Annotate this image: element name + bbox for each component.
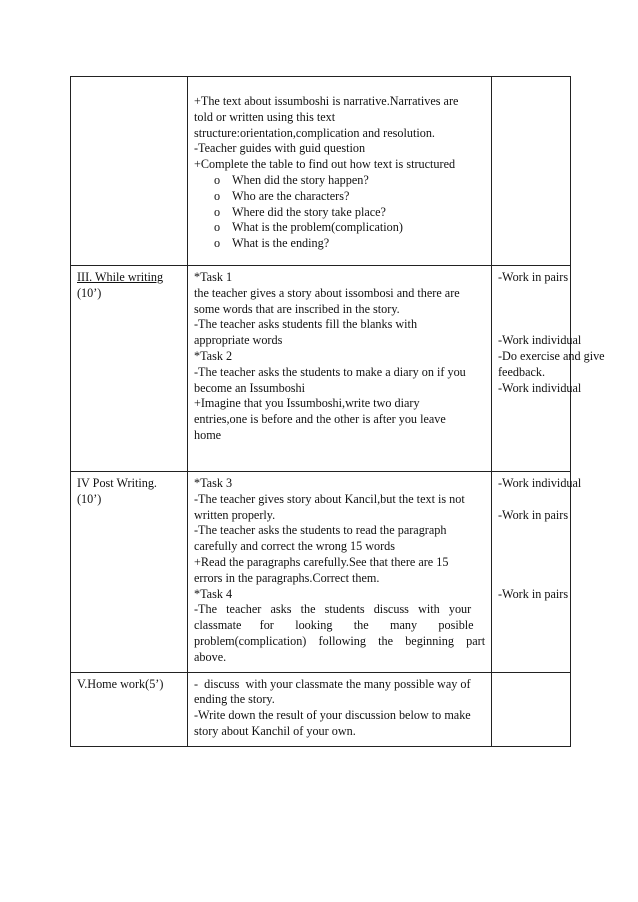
activity-line: classmate for looking the many posible bbox=[194, 618, 474, 633]
table-row bbox=[71, 266, 571, 472]
activity-line: - discuss with your classmate the many possible way of bbox=[194, 676, 471, 691]
activity-line: above. bbox=[194, 649, 227, 664]
activity-line: -The teacher asks the students to read the paragraph bbox=[194, 523, 447, 538]
stage-cell bbox=[71, 672, 188, 746]
table-row bbox=[71, 77, 571, 266]
activity-line: structure:orientation,complication and resolution. bbox=[194, 125, 435, 140]
note-line: -Do exercise and give bbox=[498, 348, 605, 363]
activity-line: *Task 3 bbox=[194, 476, 233, 490]
note-line: -Work individual bbox=[498, 333, 582, 348]
activity-line: become an Issumboshi bbox=[194, 380, 306, 395]
activity-line: +Complete the table to find out how text is structured bbox=[194, 157, 456, 172]
activity-line: entries,one is before and the other is after you leave bbox=[194, 412, 446, 427]
table-row bbox=[71, 472, 571, 673]
activity-line: +The text about issumboshi is narrative.Narratives are bbox=[194, 94, 459, 108]
activity-line: story about Kanchil of your own. bbox=[194, 723, 356, 738]
activity-line: written properly. bbox=[194, 507, 276, 522]
guide-question: o When did the story happen? bbox=[214, 173, 485, 189]
activity-line: home bbox=[194, 427, 222, 442]
activity-line: errors in the paragraphs.Correct them. bbox=[194, 570, 380, 585]
guide-question: o Where did the story take place? bbox=[214, 205, 485, 221]
activity-line: +Read the paragraphs carefully.See that there are 15 bbox=[194, 554, 449, 569]
stage-time: (10’) bbox=[77, 285, 102, 300]
activity-line: -Teacher guides with guid question bbox=[194, 141, 366, 156]
activity-line: -Write down the result of your discussion below to make bbox=[194, 708, 471, 723]
lesson-plan-table bbox=[70, 76, 605, 747]
activity-line: -The teacher gives story about Kancil,but the text is not bbox=[194, 491, 465, 506]
note-line: -Work in pairs bbox=[498, 586, 569, 601]
activity-line: *Task 2 bbox=[194, 348, 233, 363]
notes-cell bbox=[492, 266, 605, 472]
guide-question-list bbox=[194, 173, 485, 252]
note-line: -Work in pairs bbox=[498, 507, 569, 522]
guide-question: o Who are the characters? bbox=[214, 189, 485, 205]
notes-cell bbox=[492, 77, 571, 266]
notes-cell bbox=[492, 472, 582, 673]
activity-line: *Task 4 bbox=[194, 586, 233, 601]
stage-title: III. While writing bbox=[77, 270, 164, 284]
stage-title: IV Post Writing. bbox=[77, 476, 157, 490]
activity-line: carefully and correct the wrong 15 words bbox=[194, 539, 396, 554]
activity-line: -The teacher asks the students to make a diary on if you bbox=[194, 364, 466, 379]
activity-line: the teacher gives a story about issombosi and there are bbox=[194, 285, 460, 300]
activity-line: +Imagine that you Issumboshi,write two diary bbox=[194, 396, 420, 411]
note-line: -Work in pairs bbox=[498, 270, 569, 284]
guide-question: o What is the problem(complication) bbox=[214, 220, 485, 236]
note-line: feedback. bbox=[498, 364, 546, 379]
note-line: -Work individual bbox=[498, 476, 582, 490]
activity-cell bbox=[188, 77, 492, 266]
activity-line: some words that are inscribed in the story. bbox=[194, 301, 400, 316]
stage-time: (10’) bbox=[77, 491, 102, 506]
stage-title: V.Home work(5’) bbox=[77, 676, 164, 691]
activity-cell bbox=[188, 672, 492, 746]
activity-cell bbox=[188, 472, 492, 673]
activity-line: *Task 1 bbox=[194, 270, 233, 284]
notes-cell bbox=[492, 672, 571, 746]
activity-line: -The teacher asks students fill the blanks with bbox=[194, 317, 418, 332]
activity-line: told or written using this text bbox=[194, 109, 336, 124]
activity-line: appropriate words bbox=[194, 333, 283, 348]
stage-cell bbox=[71, 472, 188, 673]
guide-question: o What is the ending? bbox=[214, 236, 485, 252]
stage-cell bbox=[71, 266, 188, 472]
activity-line: problem(complication) following the beginning part bbox=[194, 633, 486, 648]
activity-cell bbox=[188, 266, 492, 472]
note-line: -Work individual bbox=[498, 380, 582, 395]
table-row bbox=[71, 672, 571, 746]
activity-line: -The teacher asks the students discuss with your bbox=[194, 602, 472, 617]
stage-cell bbox=[71, 77, 188, 266]
activity-line: ending the story. bbox=[194, 692, 275, 707]
